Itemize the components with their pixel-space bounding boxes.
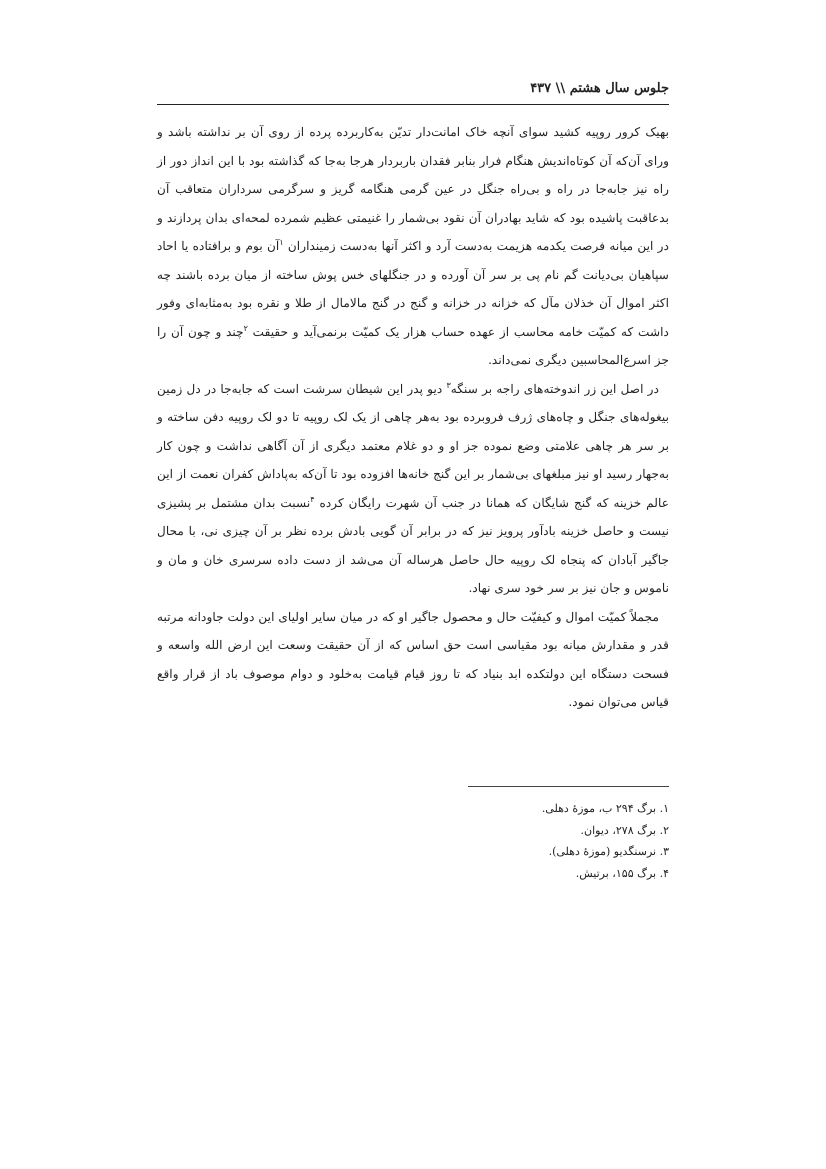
main-text — [157, 118, 669, 717]
footnote-item: ۲. برگ ۲۷۸، دیوان. — [580, 823, 669, 837]
paragraph-1-text-a: بهیک کرور روپیه کشید سوای آنچه خاک امانت‌دار تدیّن به‌کاربرده پرده از روی آن بر نداشته باشد و ورای آن‌که آن کوتاه‌اندیش هنگام فرار بنابر فقدان باربردار هرجا به‌جا که گذاشته بود با این انداز دور از راه نیز جابه‌جا در راه و بی‌راه جنگل در عین گرمی هنگامه گریز و سرگرمی سرداران متعاقب آن بدعاقبت پاشیده بود که شاید بهادران آن نقود بی‌شمار را غنیمتی عظیم شمرده لمحه‌ای بدان پردازند و در این میانه فرصت یکدمه هزیمت به‌دست آرد و اکثر آنها به‌دست زمینداران — [157, 125, 669, 253]
footnote-item: ۴. برگ ۱۵۵، برتیش. — [575, 866, 669, 880]
paragraph-1-text-c: چند و چون آن را جز اسرع‌المحاسبین دیگری نمی‌داند. — [157, 324, 669, 367]
footnote-ref-3: ۳ — [446, 380, 451, 390]
footnote-item: ۳. نرسنگدیو (موزهٔ دهلی). — [548, 845, 669, 858]
paragraph-2-text-c: نسبت بدان مشتمل بر پشیزی نیست و حاصل خزینه بادآور پرویز نیز که در برابر آن گویی بادش برده نظر بر آن چیزی نی، با محال جاگیر آبادان که پنجاه لک روپیه حال حاصل هرساله آن می‌شد از دست داده سرسری خان و مان و ناموس و جان نیز بر سر خود سری نهاد. — [157, 495, 669, 595]
footnote-ref-2: ۲ — [243, 323, 248, 333]
footnote-rule — [468, 786, 669, 787]
header-rule — [157, 104, 669, 105]
paragraph-3: مجملاً کمیّت اموال و کیفیّت حال و محصول جاگیر او که در میان سایر اولیای این دولت جاودانه مرتبه قدر و مقدارش میانه بود مقیاسی است حق اساس که از آن حقیقت وسعت این ارض الله واسعه و فسحت دستگاه این دولتکده ابد بنیاد که تا روز قیام قیامت به‌خلود و دوام موصوف باد از قرار واقع قیاس می‌توان نمود. — [157, 609, 669, 709]
paragraph-1 — [157, 118, 669, 375]
paragraph-2-text-b: دیو پدر این شیطان سرشت است که جابه‌جا در دل زمین بیغوله‌های جنگل و چاه‌های ژرف فروبرده بود به‌هر چاهی از یک لک روپیه تا دو لک روپیه دفن ساخته و بر سر هر چاهی علامتی وضع نموده جز او و دو غلام معتمد دیگری از آن آگاهی نداشت و چون کار به‌جهار رسید او نیز مبلغهای بی‌شمار بر این گنج خانه‌ها افزوده بود تا آن‌که به‌پاداش کفران نعمت از این عالم خزینه که گنج شایگان که همانا در جنب آن شهرت رایگان کرده — [157, 381, 669, 510]
footnotes — [430, 798, 669, 884]
paragraph-2-text-a: در اصل این زر اندوخته‌های راجه بر سنگه — [450, 381, 659, 396]
paragraph-2 — [157, 375, 669, 603]
footnote-item: ۱. برگ ۲۹۴ ب، موزهٔ دهلی. — [541, 802, 669, 815]
paragraph-1-text-b: آن بوم و برافتاده یا احاد سپاهیان بی‌دیانت گم نام پی بر سر آن آورده و در جنگلهای خس پوش ساخته از میان برده باشند چه اکثر اموال آن خذلان مآل که خزانه در خزانه و گنج در گنج مالامال از طلا و نقره بود به‌مثابه‌ای وفور داشت که کمیّت خامه محاسب از عهده حساب هزار یک کمیّت برنمی‌آید و حقیقت — [157, 239, 669, 339]
footnote-ref-1: ۱ — [279, 237, 284, 247]
running-head: جلوس سال هشتم \\ ۴۳۷ — [530, 81, 669, 96]
footnote-ref-4: ۴ — [310, 494, 315, 504]
